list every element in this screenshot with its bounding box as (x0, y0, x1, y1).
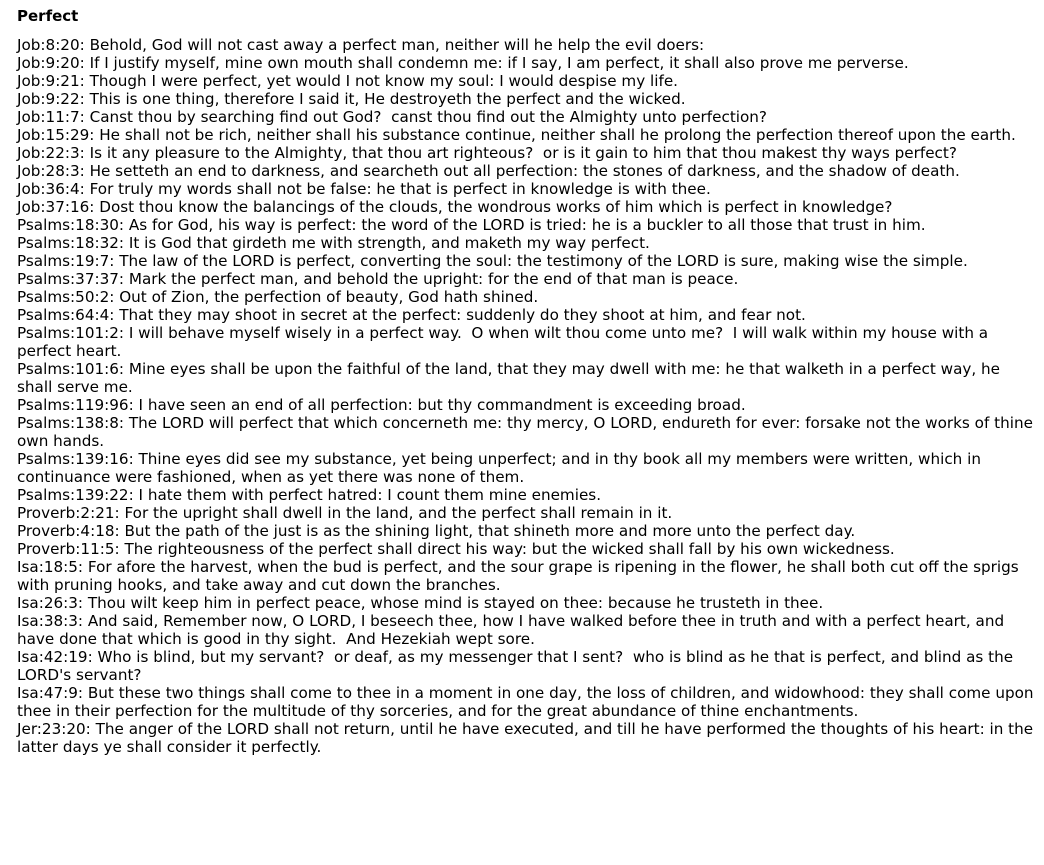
verse-reference: Isa:26:3: (17, 594, 84, 612)
verse-entry (17, 594, 1035, 612)
verse-reference: Job:28:3: (17, 162, 85, 180)
verse-text: It is God that girdeth me with strength, and maketh my way perfect. (128, 234, 650, 252)
verse-text: The righteousness of the perfect shall direct his way: but the wicked shall fall by his own wickedness. (124, 540, 895, 558)
verse-text: Thine eyes did see my substance, yet being unperfect; and in thy book all my members were written, which in continuance were fashioned, when as yet there was none of them. (17, 450, 986, 486)
verse-entry (17, 324, 1035, 360)
verse-entry (17, 720, 1038, 756)
verse-text: I hate them with perfect hatred: I count them mine enemies. (138, 486, 602, 504)
verse-entry (17, 36, 1035, 54)
verse-text: If I justify myself, mine own mouth shall condemn me: if I say, I am perfect, it shall also prove me perverse. (89, 54, 909, 72)
verse-entry (17, 396, 1035, 414)
verse-text: Though I were perfect, yet would I not know my soul: I would despise my life. (89, 72, 678, 90)
verse-entry (17, 504, 1035, 522)
verse-reference: Job:9:21: (17, 72, 85, 90)
verse-reference: Psalms:101:6: (17, 360, 125, 378)
verse-text: This is one thing, therefore I said it, He destroyeth the perfect and the wicked. (89, 90, 686, 108)
verse-text: The anger of the LORD shall not return, until he have executed, and till he have performed the thoughts of his heart: in the latter days ye shall consider it perfectly. (17, 720, 1038, 756)
verse-reference: Isa:38:3: (17, 612, 84, 630)
verse-text: Thou wilt keep him in perfect peace, whose mind is stayed on thee: because he trusteth in thee. (87, 594, 824, 612)
verse-text: He setteth an end to darkness, and searcheth out all perfection: the stones of darkness, and the shadow of death. (89, 162, 960, 180)
page (17, 6, 1039, 756)
verse-text: For the upright shall dwell in the land, and the perfect shall remain in it. (124, 504, 673, 522)
verse-reference: Proverb:11:5: (17, 540, 120, 558)
verse-entry (17, 72, 1035, 90)
verse-reference: Psalms:101:2: (17, 324, 125, 342)
verse-entry (17, 540, 1035, 558)
verse-entry (17, 270, 1035, 288)
verse-entry (17, 108, 1035, 126)
verse-reference: Psalms:119:96: (17, 396, 134, 414)
verse-text: But these two things shall come to thee in a moment in one day, the loss of children, and widowhood: they shall come upon thee in their perfection for the multitude of thy sorceries, and for the great abundance of thine enchantments. (17, 684, 1039, 720)
verse-text: I have seen an end of all perfection: but thy commandment is exceeding broad. (138, 396, 746, 414)
verse-entry (17, 522, 1035, 540)
verse-entry (17, 234, 1035, 252)
verse-entry (17, 450, 1035, 486)
verse-entry (17, 288, 1035, 306)
verse-text: Dost thou know the balancings of the clouds, the wondrous works of him which is perfect in knowledge? (99, 198, 893, 216)
verse-entry (17, 90, 1035, 108)
verse-text: For truly my words shall not be false: he that is perfect in knowledge is with thee. (89, 180, 711, 198)
verse-text: But the path of the just is as the shining light, that shineth more and more unto the perfect day. (124, 522, 856, 540)
verse-text: As for God, his way is perfect: the word of the LORD is tried: he is a buckler to all those that trust in him. (128, 216, 926, 234)
verse-text: And said, Remember now, O LORD, I beseech thee, how I have walked before thee in truth and with a perfect heart, and have done that which is good in thy sight. And Hezekiah wept sore. (17, 612, 1009, 648)
verse-reference: Isa:42:19: (17, 648, 93, 666)
verse-reference: Jer:23:20: (17, 720, 91, 738)
verse-reference: Job:15:29: (17, 126, 95, 144)
verse-entry (17, 558, 1035, 594)
verse-entry (17, 162, 1035, 180)
verse-reference: Psalms:64:4: (17, 306, 115, 324)
verse-text: The law of the LORD is perfect, converting the soul: the testimony of the LORD is sure, making wise the simple. (119, 252, 968, 270)
verse-entry (17, 612, 1035, 648)
verse-reference: Psalms:18:30: (17, 216, 125, 234)
verse-reference: Psalms:139:16: (17, 450, 134, 468)
verse-reference: Isa:47:9: (17, 684, 84, 702)
verse-text: I will behave myself wisely in a perfect way. O when wilt thou come unto me? I will walk within my house with a perfect heart. (17, 324, 993, 360)
verse-entry (17, 180, 1035, 198)
verse-text: Behold, God will not cast away a perfect man, neither will he help the evil doers: (89, 36, 705, 54)
verse-reference: Job:9:22: (17, 90, 85, 108)
verse-reference: Proverb:2:21: (17, 504, 120, 522)
verse-entry (17, 144, 1035, 162)
verse-reference: Isa:18:5: (17, 558, 84, 576)
verse-reference: Job:9:20: (17, 54, 85, 72)
verse-text: Who is blind, but my servant? or deaf, as my messenger that I sent? who is blind as he that is perfect, and blind as the LORD's servant? (17, 648, 1018, 684)
verse-text: He shall not be rich, neither shall his substance continue, neither shall he prolong the perfection thereof upon the earth. (99, 126, 1016, 144)
verse-list (17, 36, 1039, 756)
verse-reference: Job:37:16: (17, 198, 95, 216)
verse-entry (17, 216, 1035, 234)
verse-entry (17, 198, 1035, 216)
verse-reference: Proverb:4:18: (17, 522, 120, 540)
verse-entry (17, 648, 1035, 684)
verse-reference: Job:36:4: (17, 180, 85, 198)
verse-text: The LORD will perfect that which concerneth me: thy mercy, O LORD, endureth for ever: forsake not the works of thine own hands. (17, 414, 1038, 450)
verse-reference: Psalms:50:2: (17, 288, 115, 306)
verse-reference: Psalms:139:22: (17, 486, 134, 504)
verse-reference: Psalms:18:32: (17, 234, 125, 252)
verse-text: That they may shoot in secret at the perfect: suddenly do they shoot at him, and fear not. (119, 306, 806, 324)
page-title: Perfect (17, 7, 79, 25)
verse-reference: Job:8:20: (17, 36, 85, 54)
verse-text: Out of Zion, the perfection of beauty, God hath shined. (119, 288, 539, 306)
verse-text: Is it any pleasure to the Almighty, that thou art righteous? or is it gain to him that thou makest thy ways perfect? (89, 144, 957, 162)
verse-reference: Psalms:37:37: (17, 270, 125, 288)
verse-reference: Psalms:19:7: (17, 252, 115, 270)
verse-entry (17, 306, 1035, 324)
verse-text: For afore the harvest, when the bud is perfect, and the sour grape is ripening in the flower, he shall both cut off the sprigs with pruning hooks, and take away and cut down the branches. (17, 558, 1024, 594)
verse-text: Mine eyes shall be upon the faithful of the land, that they may dwell with me: he that walketh in a perfect way, he shall serve me. (17, 360, 1005, 396)
verse-entry (17, 414, 1038, 450)
verse-entry (17, 126, 1035, 144)
verse-text: Canst thou by searching find out God? canst thou find out the Almighty unto perfection? (89, 108, 767, 126)
verse-entry (17, 54, 1035, 72)
verse-text: Mark the perfect man, and behold the upright: for the end of that man is peace. (128, 270, 739, 288)
verse-reference: Job:22:3: (17, 144, 85, 162)
verse-reference: Job:11:7: (17, 108, 85, 126)
verse-entry (17, 684, 1039, 720)
verse-entry (17, 486, 1035, 504)
verse-entry (17, 252, 1035, 270)
verse-reference: Psalms:138:8: (17, 414, 125, 432)
verse-entry (17, 360, 1035, 396)
